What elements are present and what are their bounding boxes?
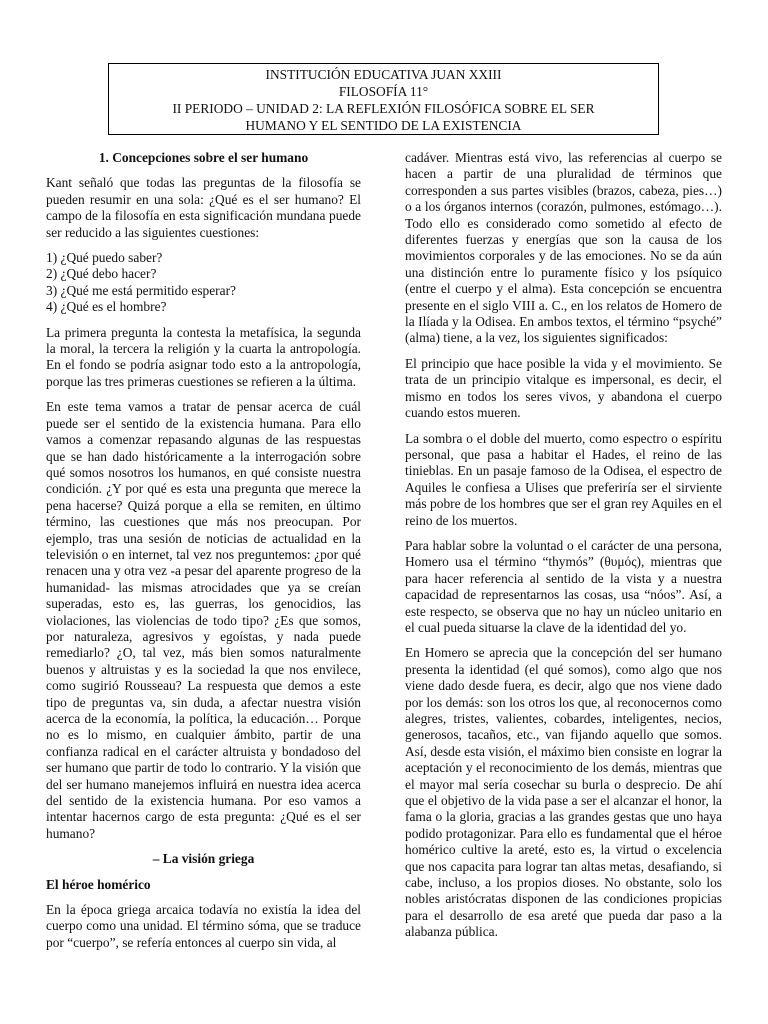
section-title: 1. Concepciones sobre el ser humano	[98, 150, 309, 165]
right-column	[405, 150, 722, 950]
paragraph: En este tema vamos a tratar de pensar acerca de cuál puede ser el sentido de la existencia humana. Para ello vamos a comenzar repasando algunas de las respuestas que se han dado históricamente a la interrogación sobre qué somos nosotros los humanos, en qué consiste nuestra condición. ¿Y por qué es esta una pregunta que merece la pena hacerse? Quizá porque a ella se remiten, en último término, las cuestiones que más nos preocupan. Por ejemplo, tras una sesión de noticias de actualidad en la televisión o en internet, tal vez nos preguntemos: ¿por qué renacen una y otra vez -a pesar del aparente progreso de la humanidad- las mismas atrocidades que ya se creían superadas, esto es, las guerras, los genocidios, las violaciones, las violencias de todo tipo? ¿Es que somos, por naturaleza, agresivos y egoístas, y nada puede remediarlo? ¿O, tal vez, más bien somos naturalmente buenos y altruistas y es la sociedad la que nos envilece, como sugirió Rousseau? La respuesta que demos a este tipo de preguntas va, sin duda, a afectar nuestra visión acerca de la economía, la política, la educación… Porque no es lo mismo, en cualquier ámbito, partir de una confianza radical en el carácter altruista y bondadoso del ser humano que partir de todo lo contrario. Y la visión que del ser humano manejemos influirá en nuestra idea acerca del sentido de la existencia humana. Por eso vamos a intentar hacernos cargo de esta pregunta: ¿Qué es el ser humano?	[46, 399, 361, 841]
question-list	[46, 250, 361, 316]
document-header	[108, 63, 659, 135]
list-item: 1) ¿Qué puedo saber?	[46, 250, 163, 266]
paragraph: La primera pregunta la contesta la metafísica, la segunda la moral, la tercera la religión y la cuarta la antropología. En el fondo se podría asignar todo esto a la antropología, porque las tres primeras cuestiones se refieren a la última.	[46, 324, 361, 389]
subsection-title: – La visión griega	[152, 851, 255, 867]
list-item: 2) ¿Qué debo hacer?	[46, 266, 157, 282]
unit-title-line1: II PERIODO – UNIDAD 2: LA REFLEXIÓN FILOSÓFICA SOBRE EL SER	[172, 101, 595, 116]
heading-homeric-hero: El héroe homérico	[46, 876, 151, 892]
paragraph: En Homero se aprecia que la concepción del ser humano presenta la identidad (el qué somos), como algo que nos viene dado desde fuera, es decir, algo que nos viene dado por los demás: son los otros los que, al reconocernos como alegres, tristes, valientes, cobardes, inteligentes, necios, generosos, tacaños, etc., van fijando aquello que somos. Así, desde esta visión, el máximo bien consiste en lograr la aceptación y el reconocimiento de los demás, mientras que el mayor mal sería cosechar su burla o desprecio. De ahí que el objetivo de la vida pase a ser el alcanzar el honor, la fama o la gloria, gracias a las grandes gestas que uno haya podido protagonizar. Para ello es fundamental que el héroe homérico cultive la areté, esto es, la virtud o excelencia que nos capacita para lograr tan altas metas, desafiando, si cabe, incluso, a los propios dioses. No obstante, solo los nobles aristócratas disponen de las condiciones propicias para el desarrollo de esa areté que pueda dar paso a la alabanza pública.	[405, 645, 722, 940]
paragraph: En la época griega arcaica todavía no existía la idea del cuerpo como una unidad. El término sóma, que se traduce por “cuerpo”, se refería entonces al cuerpo sin vida, al	[46, 902, 361, 950]
paragraph: Kant señaló que todas las preguntas de la filosofía se pueden resumir en una sola: ¿Qué es el ser humano? El campo de la filosofía en esta significación mundana puede ser reducido a las siguientes cuestiones:	[46, 175, 361, 240]
paragraph: El principio que hace posible la vida y el movimiento. Se trata de un principio vitalque es impersonal, es decir, el mismo en todos los seres vivos, y abandona el cuerpo cuando estos mueren.	[405, 355, 722, 421]
list-item: 4) ¿Qué es el hombre?	[46, 299, 167, 315]
paragraph: Para hablar sobre la voluntad o el carácter de una persona, Homero usa el término “thymós” (θυμός), mientras que para hacer referencia al sentido de la vista y a nuestra capacidad de representarnos las cosas, usa “nóos”. Así, a este respecto, se observa que no hay un núcleo unitario en el cual pueda situarse la clave de la identidad del yo.	[405, 537, 722, 635]
list-item: 3) ¿Qué me está permitido esperar?	[46, 282, 236, 298]
left-column	[46, 150, 361, 960]
paragraph: cadáver. Mientras está vivo, las referencias al cuerpo se hacen a partir de una pluralidad de términos que corresponden a sus partes visibles (brazos, cabeza, pies…) o a los órganos internos (corazón, pulmones, estómago…). Todo ello es considerado como sometido al efecto de diferentes fuerzas y energías que son la causa de los movimientos corporales y de las emociones. No se da aún una distinción entre lo puramente físico y los psíquico (entre el cuerpo y el alma). Esta concepción se encuentra presente en el siglo VIII a. C., en los relatos de Homero de la Ilíada y la Odisea. En ambos textos, el término “psyché” (alma) tiene, a la vez, los siguientes significados:	[405, 150, 722, 346]
unit-title-line2: HUMANO Y EL SENTIDO DE LA EXISTENCIA	[245, 118, 522, 133]
institution-name: INSTITUCIÓN EDUCATIVA JUAN XXIII	[265, 67, 502, 82]
paragraph: La sombra o el doble del muerto, como espectro o espíritu personal, que pasa a habitar el Hades, el reino de las tinieblas. En un pasaje famoso de la Odisea, el espectro de Aquiles le confiesa a Ulises que preferiría ser el sirviente más pobre de los hombres que ser el gran rey Aquiles en el reino de los muertos.	[405, 430, 722, 528]
subject-name: FILOSOFÍA 11°	[338, 84, 429, 99]
